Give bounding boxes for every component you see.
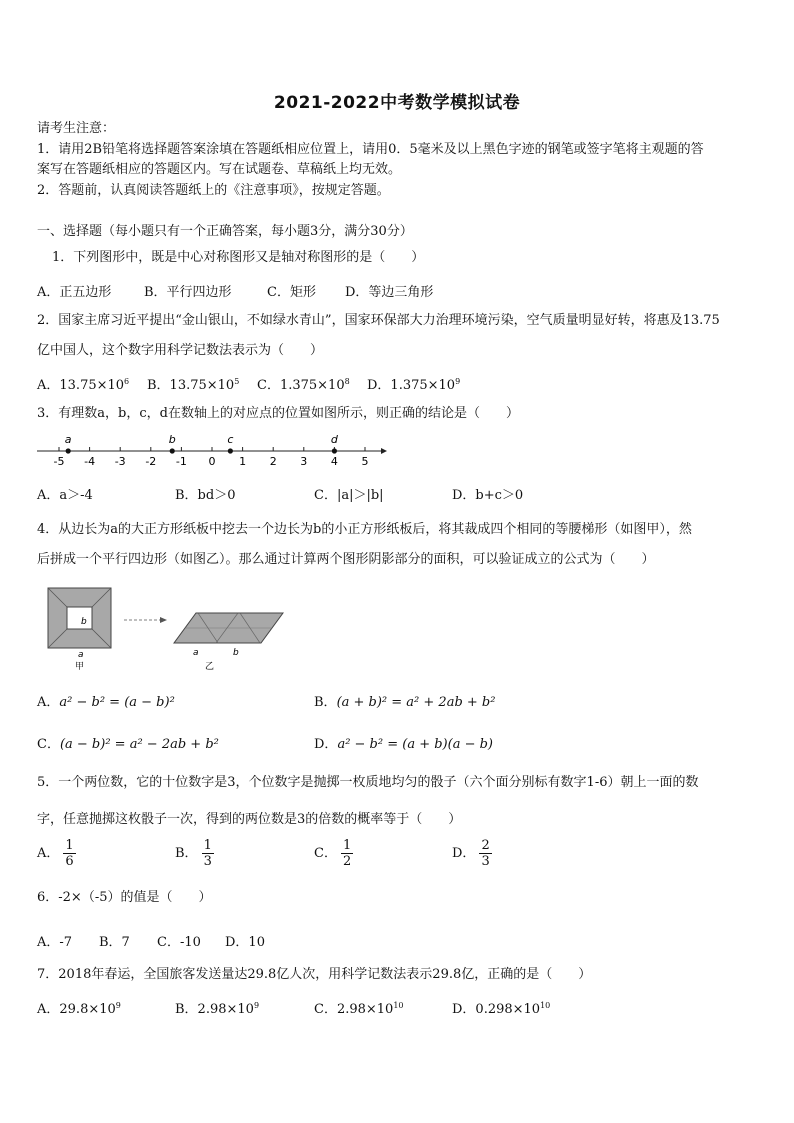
number-line-point-b [170, 448, 175, 453]
q2-option-a[interactable] [37, 374, 129, 393]
q2-option-a-exponent: 6 [124, 377, 130, 386]
q5-option-c[interactable] [314, 838, 353, 869]
q1-option-c[interactable]: C．矩形 [267, 285, 316, 300]
q1-option-b[interactable]: B．平行四边形 [144, 285, 232, 300]
q5-option-b[interactable] [175, 838, 214, 869]
q3-option-d[interactable]: D．b+c＞0 [452, 488, 524, 503]
q6-option-c[interactable]: C．-10 [157, 935, 201, 950]
page-title: 2021-2022中考数学模拟试卷 [273, 93, 521, 113]
number-line-tick-label: 1 [239, 455, 247, 468]
q3-option-c[interactable]: C．|a|＞|b| [314, 488, 384, 503]
q3-stem: 3．有理数a，b，c，d在数轴上的对应点的位置如图所示，则正确的结论是（ ） [37, 406, 519, 421]
number-line-tick-label: -2 [145, 455, 157, 468]
q5-stem-line-1: 5．一个两位数，它的十位数字是3，个位数字是抛掷一枚质地均匀的骰子（六个面分别标有数字1-6）朝上一面的数 [37, 775, 699, 790]
fig-label-a2: a [193, 648, 199, 658]
q4-option-b[interactable] [314, 691, 495, 710]
number-line-point-label-b: b [168, 433, 176, 446]
number-line-point-label-d: d [330, 433, 338, 446]
number-line-point-d [332, 448, 337, 453]
q5-option-c-label: C． [314, 846, 337, 861]
fraction-denominator: 3 [481, 854, 490, 869]
q4-option-a[interactable] [37, 691, 175, 710]
q5-option-d-label: D． [452, 846, 476, 861]
q4-stem-line-2: 后拼成一个平行四边形（如图乙）。那么通过计算两个图形阴影部分的面积，可以验证成立的公式为（ ） [37, 552, 655, 567]
q7-option-b-text: B．2.98×10 [175, 1002, 254, 1017]
q7-option-a[interactable] [37, 998, 121, 1017]
fraction-denominator: 3 [203, 854, 212, 869]
q5-stem-line-2: 字，任意抛掷这枚骰子一次，得到的两位数是3的倍数的概率等于（ ） [37, 812, 462, 827]
number-line-tick-label: -4 [84, 455, 96, 468]
q3-option-b[interactable]: B．bd＞0 [175, 488, 236, 503]
q5-option-a-label: A． [37, 846, 60, 861]
q6-option-a[interactable]: A．-7 [37, 935, 73, 950]
notice-item-1-line-2: 案写在答题纸相应的答题区内。写在试题卷、草稿纸上均无效。 [37, 162, 402, 177]
notice-item-2: 2．答题前，认真阅读答题纸上的《注意事项》，按规定答题。 [37, 183, 390, 198]
q7-option-b[interactable] [175, 998, 259, 1017]
number-line-tick-label: 2 [269, 455, 277, 468]
q4-option-d[interactable] [314, 733, 493, 752]
q4-option-c-formula: (a − b)² = a² − 2ab + b² [59, 737, 219, 752]
fig-label-b: b [81, 617, 87, 627]
number-line-tick-label: 0 [208, 455, 216, 468]
q4-stem-line-1: 4．从边长为a的大正方形纸板中挖去一个边长为b的小正方形纸板后，将其裁成四个相同的等腰梯形（如图甲），然 [37, 522, 692, 537]
number-line-tick-label: -1 [175, 455, 187, 468]
q3-option-a[interactable]: A．a＞-4 [37, 488, 93, 503]
number-line-tick-label: -3 [114, 455, 126, 468]
q7-option-d-text: D．0.298×10 [452, 1002, 541, 1017]
q4-option-a-formula: a² − b² = (a − b)² [59, 695, 175, 710]
q5-option-d-fraction [479, 838, 491, 869]
q2-option-b[interactable] [147, 374, 239, 393]
q4-option-c[interactable] [37, 733, 219, 752]
number-line-tick-label: 3 [300, 455, 308, 468]
q5-option-d[interactable] [452, 838, 492, 869]
q2-option-c-exponent: 8 [344, 377, 350, 386]
number-line-tick-label: -5 [53, 455, 65, 468]
q7-option-c-text: C．2.98×10 [314, 1002, 394, 1017]
q6-stem: 6．-2×（-5）的值是（ ） [37, 890, 212, 905]
q3-number-line [35, 425, 390, 473]
fraction-numerator: 1 [203, 838, 212, 853]
q2-option-c-text: C．1.375×10 [257, 378, 345, 393]
q7-option-c-exponent: 10 [393, 1001, 404, 1010]
q4-option-a-label: A． [37, 695, 60, 710]
q7-option-d-exponent: 10 [540, 1001, 551, 1010]
q5-option-c-fraction [341, 838, 353, 869]
q7-option-c[interactable] [314, 998, 404, 1017]
fig-small-square [67, 607, 92, 629]
fraction-numerator: 1 [342, 838, 352, 853]
number-line-group [37, 433, 387, 468]
number-line-point-c [228, 448, 233, 453]
q6-option-b[interactable]: B．7 [99, 935, 130, 950]
q2-option-c[interactable] [257, 374, 350, 393]
q7-option-b-exponent: 9 [253, 1001, 260, 1010]
q1-stem: 1．下列图形中，既是中心对称图形又是轴对称图形的是（ ） [52, 250, 425, 265]
q2-option-b-exponent: 5 [234, 377, 240, 386]
fig-caption-yi: 乙 [205, 662, 215, 672]
section-heading: 一、选择题（每小题只有一个正确答案，每小题3分，满分30分） [37, 224, 413, 239]
q6-option-d[interactable]: D．10 [225, 935, 265, 950]
number-line-tick-label: 5 [361, 455, 369, 468]
fig-label-b2: b [233, 648, 239, 658]
q7-stem: 7．2018年春运，全国旅客发送量达29.8亿人次，用科学记数法表示29.8亿，正确的是（ ） [37, 967, 592, 982]
number-line-point-a [66, 448, 71, 453]
q7-option-d[interactable] [452, 998, 550, 1017]
q5-option-b-label: B． [175, 846, 198, 861]
q1-option-a[interactable]: A．正五边形 [37, 285, 112, 300]
number-line-point-label-a: a [64, 433, 72, 446]
number-line-tick-label: 4 [330, 455, 338, 468]
q2-stem-line-1: 2．国家主席习近平提出“金山银山，不如绿水青山”，国家环保部大力治理环境污染，空气质量明显好转，将惠及13.75 [37, 313, 720, 328]
fraction-denominator: 2 [342, 854, 352, 869]
q2-option-d-text: D．1.375×10 [367, 378, 456, 393]
number-line-arrow [381, 448, 387, 454]
q4-option-b-label: B． [314, 695, 337, 710]
fig-label-a: a [78, 650, 84, 660]
fraction-denominator: 6 [65, 854, 74, 869]
q5-option-a-fraction [63, 838, 75, 869]
notice-item-1-line-1: 1．请用2B铅笔将选择题答案涂填在答题纸相应位置上，请用0．5毫米及以上黑色字迹的钢笔或签字笔将主观题的答 [37, 142, 704, 157]
fraction-numerator: 2 [481, 838, 490, 853]
q2-stem-line-2: 亿中国人，这个数字用科学记数法表示为（ ） [37, 343, 324, 358]
q2-option-a-text: A．13.75×10 [37, 378, 125, 393]
q4-option-c-label: C． [37, 737, 60, 752]
q4-figure [38, 583, 288, 673]
q4-option-d-formula: a² − b² = (a + b)(a − b) [337, 737, 493, 752]
q1-option-d[interactable]: D．等边三角形 [345, 285, 434, 300]
fig-caption-jia: 甲 [75, 662, 85, 672]
q5-option-a[interactable] [37, 838, 76, 869]
fig-arrow-head [160, 617, 167, 623]
q2-option-d-exponent: 9 [455, 377, 461, 386]
notice-heading: 请考生注意： [37, 121, 116, 136]
q4-option-d-label: D． [314, 737, 338, 752]
fraction-numerator: 1 [65, 838, 74, 853]
number-line-point-label-c: c [227, 433, 234, 446]
q5-option-b-fraction [202, 838, 214, 869]
q7-option-a-text: A．29.8×10 [37, 1002, 116, 1017]
q7-option-a-exponent: 9 [115, 1001, 121, 1010]
q2-option-b-text: B．13.75×10 [147, 378, 235, 393]
q2-option-d[interactable] [367, 374, 460, 393]
q4-option-b-formula: (a + b)² = a² + 2ab + b² [336, 695, 496, 710]
